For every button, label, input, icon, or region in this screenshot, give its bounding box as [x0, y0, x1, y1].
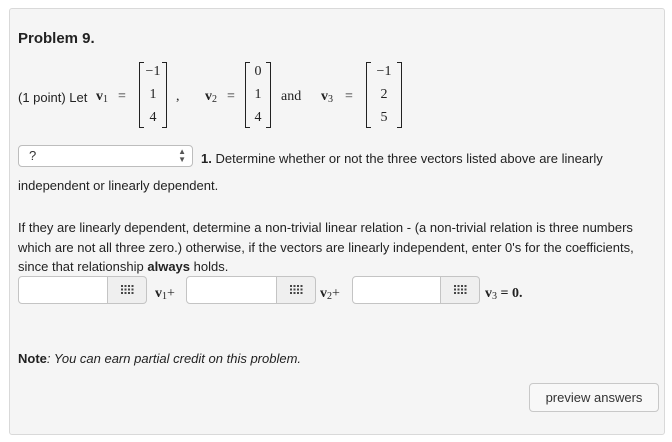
v1-name: $v_1$	[96, 89, 108, 105]
keyboard-grid-icon	[454, 285, 467, 296]
problem-title: Problem 9.	[18, 30, 95, 47]
equation-editor-button-3[interactable]	[441, 276, 480, 304]
coefficient-3-input[interactable]	[352, 276, 441, 304]
v3-equals-zero: $v_3 = 0$.	[485, 286, 523, 302]
keyboard-grid-icon	[290, 285, 303, 296]
v3-entry-3: 5	[380, 110, 388, 125]
coefficient-3-field[interactable]	[353, 277, 440, 303]
question-1-text-cont: independent or linearly dependent.	[18, 178, 219, 193]
and-word: and	[281, 89, 302, 104]
v2-entry-3: 4	[254, 110, 262, 125]
equals-sign: =	[118, 89, 126, 104]
v1-entry-2: 1	[149, 87, 157, 102]
partial-credit-note: Note: You can earn partial credit on this problem.	[18, 351, 302, 366]
v3-entry-2: 2	[380, 87, 388, 102]
v2-entry-1: 0	[254, 64, 262, 79]
coefficient-1-field[interactable]	[19, 277, 107, 303]
v2-entry-2: 1	[254, 87, 262, 102]
v3-entry-1: −1	[376, 64, 392, 79]
intro-text: (1 point) Let	[18, 90, 88, 105]
instructions-text: If they are linearly dependent, determine a non-trivial linear relation - (a non-trivial relation is three numbers which are not all three zero.) otherwise, if the vectors are linearly independent, enter 0's for the coefficients, since that relationship always holds.	[18, 220, 634, 274]
v1-plus-term: $v_1+$	[155, 286, 175, 302]
select-arrows-icon: ▲ ▼	[178, 147, 186, 164]
keyboard-grid-icon	[121, 285, 134, 296]
equals-sign: =	[345, 89, 353, 104]
question-1-text: 1. Determine whether or not the three vectors listed above are linearly	[201, 151, 603, 166]
coefficient-2-field[interactable]	[187, 277, 276, 303]
v3-matrix	[366, 62, 402, 128]
coefficient-2-input[interactable]	[186, 276, 277, 304]
v1-matrix	[139, 62, 167, 128]
v3-name: $v_3$	[321, 89, 333, 105]
comma: ,	[176, 89, 180, 104]
v1-entry-3: 4	[149, 110, 157, 125]
equation-editor-button-1[interactable]	[108, 276, 147, 304]
coefficient-1-input[interactable]	[18, 276, 108, 304]
v2-name: $v_2$	[205, 89, 217, 105]
v1-entry-1: −1	[145, 64, 161, 79]
preview-answers-button[interactable]: preview answers	[529, 383, 659, 412]
select-value: ?	[29, 148, 37, 163]
dependence-select[interactable]	[18, 145, 193, 167]
equals-sign: =	[227, 89, 235, 104]
equation-editor-button-2[interactable]	[277, 276, 316, 304]
v2-plus-term: $v_2+$	[320, 286, 340, 302]
v2-matrix	[245, 62, 271, 128]
